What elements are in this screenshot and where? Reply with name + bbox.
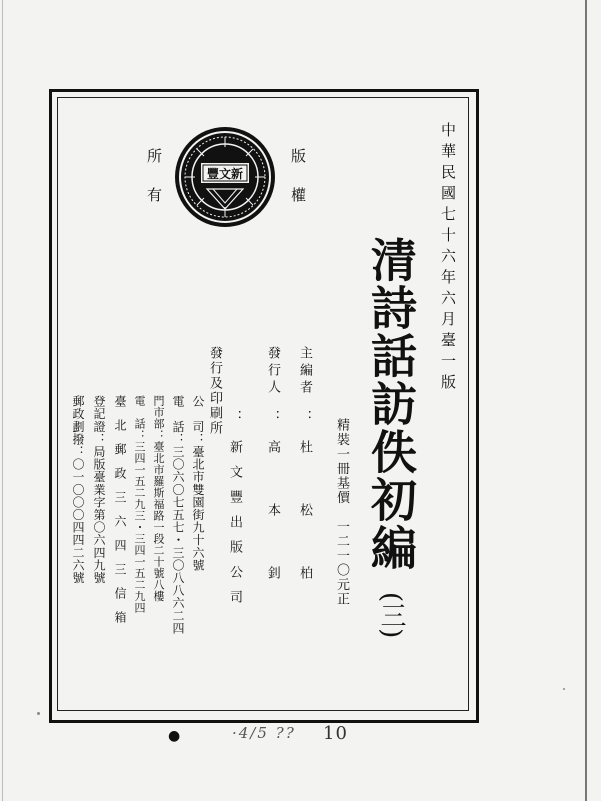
book-title: 清詩話訪佚初編 [364,236,418,572]
credit-publisher-sep: ： [265,410,280,425]
address-line-company: 公 司：臺北市雙園街九十六號 [191,395,205,572]
seal-text: 豐文新 [206,167,244,181]
edition-line: 中華民國七十六年六月臺一版 [439,122,457,395]
credit-printer-value: 新文豐出版公司 [227,440,242,615]
credit-printer-sep: ： [227,410,242,425]
credit-printer-label: 發行及印刷所 [207,346,222,436]
page-edge-right [585,0,587,801]
footer-mark: ● [168,728,181,744]
credit-publisher-label: 發行人 [265,346,280,397]
address-line-phone-1: 電 話：三〇六〇七五七・三〇八八六二四 [171,395,185,635]
publisher-seal-emblem [173,125,277,229]
credit-publisher-value: 高 本 釗 [265,440,280,587]
footer-ref: 10 [323,723,348,744]
address-line-phone-2: 電 話：三四一五二九三・三四一五二九四 [133,395,146,614]
address-line-pobox: 臺北郵政三六四三信箱 [113,395,127,635]
copyright-label-left: 所有 [145,148,163,226]
credit-editor-label: 主編者 [297,346,312,397]
copyright-label-right: 版權 [289,148,307,226]
price-line: 精裝一冊基價 一二一〇元正 [334,418,349,607]
address-line-store: 門市部：臺北市羅斯福路一段二十號八樓 [152,395,165,602]
scan-speck [563,688,565,690]
scan-speck [37,712,40,715]
credit-editor-sep: ： [297,410,312,425]
footer-code: ·4/5 ?? [232,724,296,742]
credit-editor-value: 杜 松 柏 [297,440,312,587]
page-edge-left [2,0,3,801]
address-line-postal-transfer: 郵政劃撥：〇一〇〇〇四四二六號 [71,395,85,584]
volume-number: (三) [376,592,406,639]
address-line-registration: 登記證：局版臺業字第〇六四九號 [92,395,106,584]
